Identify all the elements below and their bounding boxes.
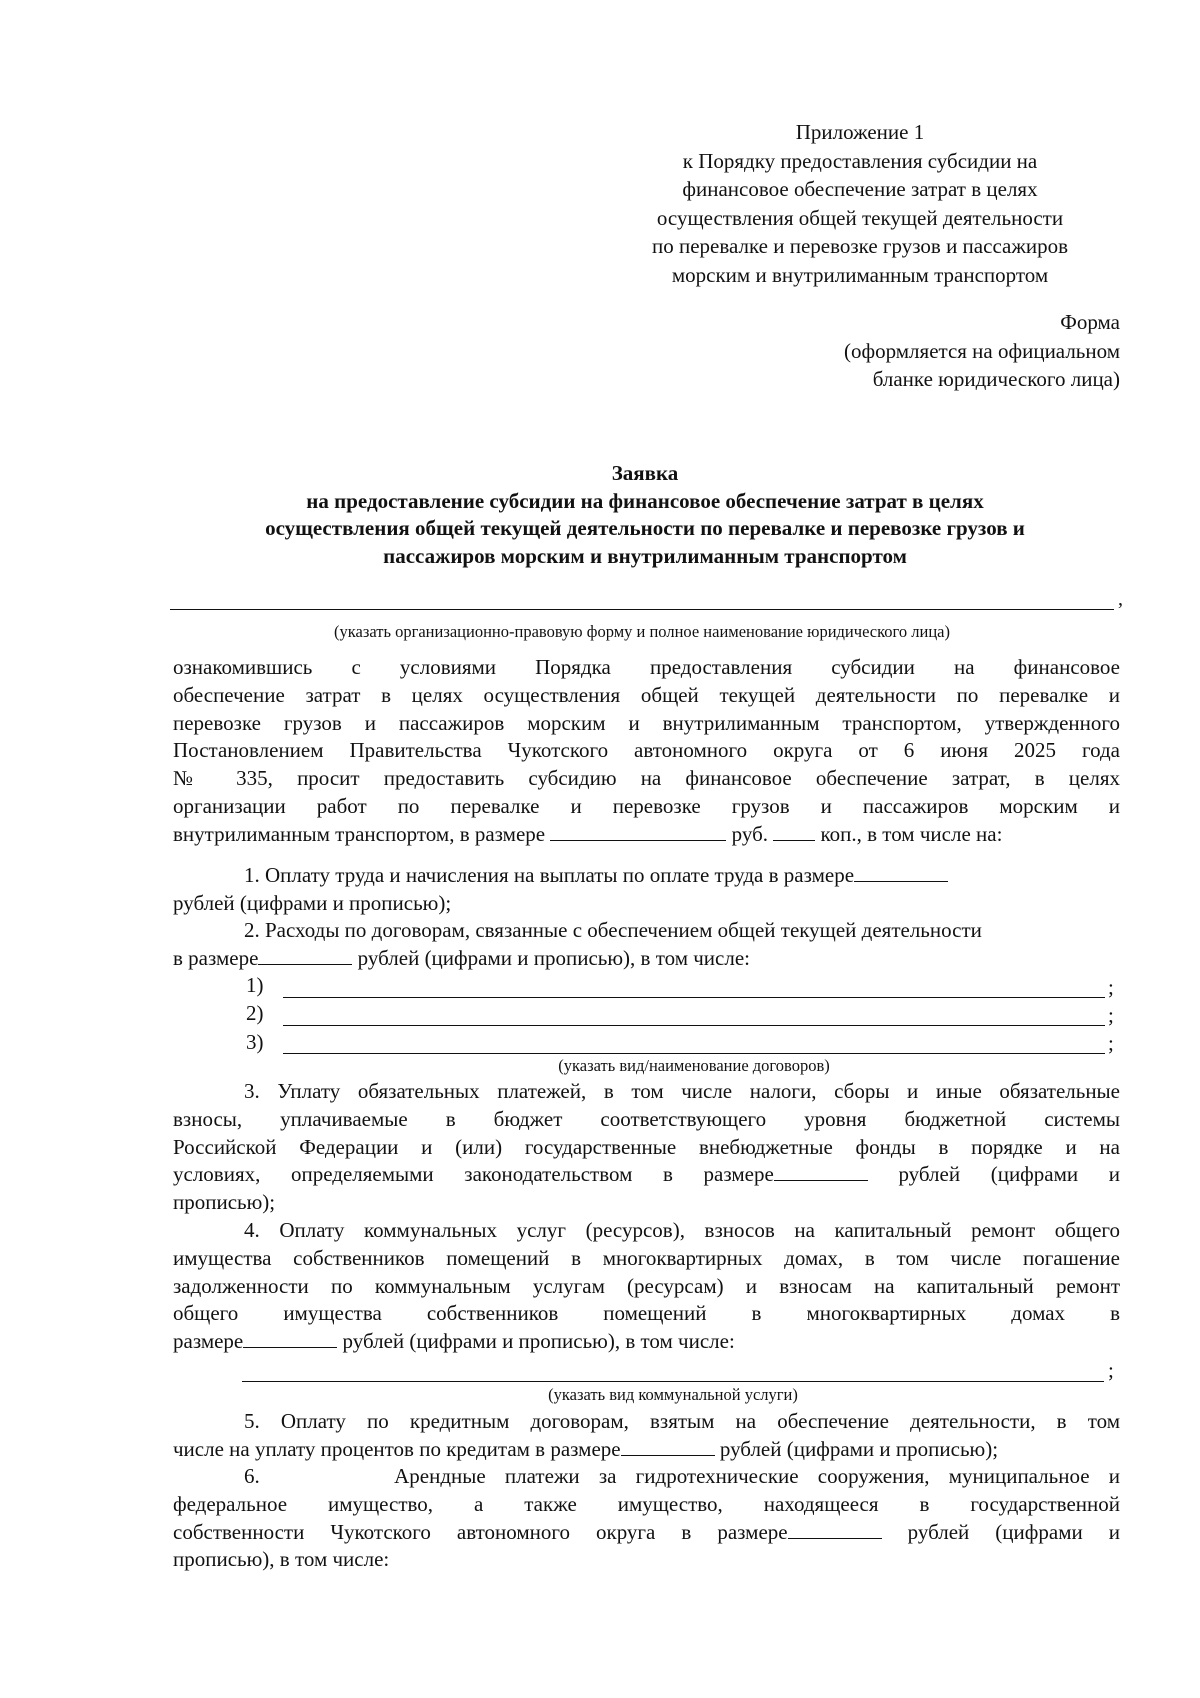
title-line: осуществления общей текущей деятельности по перевалке и перевозке грузов и [265,516,1025,540]
org-hint: (указать организационно-правовую форму и полное наименование юридического лица) [333,622,950,641]
rub-label: руб. [731,821,769,846]
contract-row-number: 3) [246,1030,264,1054]
item-4-line: имущества собственников помещений в многоквартирных домах, в том числе погашение [173,1245,1120,1270]
form-note-line: Форма [1060,310,1120,334]
item-4-line: 4. Оплату коммунальных услуг (ресурсов), взносов на капитальный ремонт общего [244,1218,1120,1242]
intro-line: обеспечение затрат в целях осуществления общей текущей деятельности по перевалке и [173,682,1120,707]
org-comma: , [1118,588,1123,610]
annex-line: финансовое обеспечение затрат в целях [682,177,1038,201]
item-1-text: 1. Оплату труда и начисления на выплаты по оплате труда в размере [244,863,855,887]
title-line: пассажиров морским и внутрилиманным транспортом [383,543,907,568]
intro-line: организации работ по перевалке и перевозке грузов и пассажиров морским и [173,793,1120,818]
intro-line: ознакомившись с условиями Порядка предоставления субсидии на финансовое [173,655,1120,679]
item-5-prefix: числе на уплату процентов по кредитам в размере [173,1436,621,1461]
intro-line: № 335, просит предоставить субсидию на финансовое обеспечение затрат, в целях [173,766,1120,791]
item-3-amount-field[interactable] [774,1161,868,1181]
item-5 [173,1408,1120,1464]
item-5-line: 5. Оплату по кредитным договорам, взятым на обеспечение деятельности, в том [244,1409,1120,1433]
contract-field-2[interactable] [283,1025,1105,1026]
item-4-line: общего имущества собственников помещений в многоквартирных домах в [173,1301,1120,1326]
item-6-line: 6. Арендные платежи за гидротехнические сооружения, муниципальное и [244,1464,1120,1488]
item-2-prefix: в размере [173,945,259,970]
item-5-suffix: рублей (цифрами и прописью); [719,1436,999,1461]
item-1 [173,862,1120,918]
item-6-line: федеральное имущество, а также имущество, находящееся в государственной [173,1491,1120,1516]
item-3-line: Российской Федерации и (или) государственные внебюджетные фонды в порядке и на [173,1134,1120,1159]
item-4-prefix: размере [173,1329,244,1354]
item-6-suffix: рублей (цифрами и [907,1519,1120,1544]
annex-line: морским и внутрилиманным транспортом [671,262,1049,287]
annex-header [600,118,1120,289]
item-3-line: прописью); [173,1190,276,1215]
annex-line: Приложение 1 [795,120,925,144]
item-6 [173,1463,1120,1574]
item-6-prefix: собственности Чукотского автономного округа в размере [173,1519,788,1544]
item-5-amount-field[interactable] [621,1436,715,1456]
item-3-line: взносы, уплачиваемые в бюджет соответствующего уровня бюджетной системы [173,1106,1120,1131]
item-3 [173,1078,1120,1217]
item-1-amount-field[interactable] [854,862,948,882]
item-4-suffix: рублей (цифрами и прописью), в том числе: [342,1329,735,1354]
contract-row-number: 1) [246,973,264,997]
item-2 [173,917,1120,973]
item-2-amount-field[interactable] [258,945,352,965]
contract-semicolon: ; [1108,1003,1114,1027]
form-note-line: бланке юридического лица) [872,367,1120,391]
utility-semicolon: ; [1108,1358,1114,1382]
intro-last-prefix: внутрилиманным транспортом, в размере [173,821,546,846]
annex-line: по перевалке и перевозке грузов и пассажиров [651,234,1069,258]
item-5-line [173,1436,1120,1464]
intro-last-line [173,821,1120,849]
contract-semicolon: ; [1108,975,1114,999]
item-3-suffix: рублей (цифрами и [898,1162,1121,1187]
amount-rub-field[interactable] [550,821,726,841]
item-2-line [173,945,1120,973]
contract-row-number: 2) [246,1001,264,1025]
form-note-line: (оформляется на официальном [843,338,1120,363]
item-1-line [173,862,1120,890]
intro-line: перевозке грузов и пассажиров морским и внутрилиманным транспортом, утвержденного [173,710,1120,735]
item-1-line: рублей (цифрами и прописью); [173,890,452,915]
contract-semicolon: ; [1108,1031,1114,1055]
amount-kop-field[interactable] [773,821,815,841]
contract-field-3[interactable] [283,1053,1105,1054]
contract-field-1[interactable] [283,997,1105,998]
item-4-amount-field[interactable] [243,1328,337,1348]
document-title [170,460,1120,570]
item-3-line: 3. Уплату обязательных платежей, в том числе налоги, сборы и иные обязательные [244,1079,1120,1103]
contract-hint: (указать вид/наименование договоров) [558,1056,830,1075]
form-note [700,308,1120,394]
utility-hint: (указать вид коммунальной услуги) [548,1385,798,1404]
title-line: Заявка [611,461,679,485]
item-6-line: прописью), в том числе: [173,1547,390,1572]
intro-paragraph [173,654,1120,849]
org-name-field[interactable] [170,609,1114,610]
item-4-line [173,1328,1120,1356]
item-2-suffix: рублей (цифрами и прописью), в том числе: [357,945,750,970]
utility-service-field[interactable] [242,1381,1104,1382]
title-line: на предоставление субсидии на финансовое обеспечение затрат в целях [306,488,984,513]
annex-line: к Порядку предоставления субсидии на [682,148,1038,173]
intro-last-suffix: коп., в том числе на: [820,821,1003,846]
intro-line: Постановлением Правительства Чукотского автономного округа от 6 июня 2025 года [173,738,1120,763]
item-6-amount-field[interactable] [788,1519,882,1539]
item-4 [173,1217,1120,1356]
annex-line: осуществления общей текущей деятельности [656,205,1064,230]
item-6-line [173,1519,1120,1547]
item-4-line: задолженности по коммунальным услугам (ресурсам) и взносам на капитальный ремонт [173,1273,1120,1298]
item-3-line [173,1161,1120,1189]
item-3-prefix: условиях, определяемыми законодательством в размере [173,1162,774,1187]
item-2-line: 2. Расходы по договорам, связанные с обеспечением общей текущей деятельности [244,918,982,942]
